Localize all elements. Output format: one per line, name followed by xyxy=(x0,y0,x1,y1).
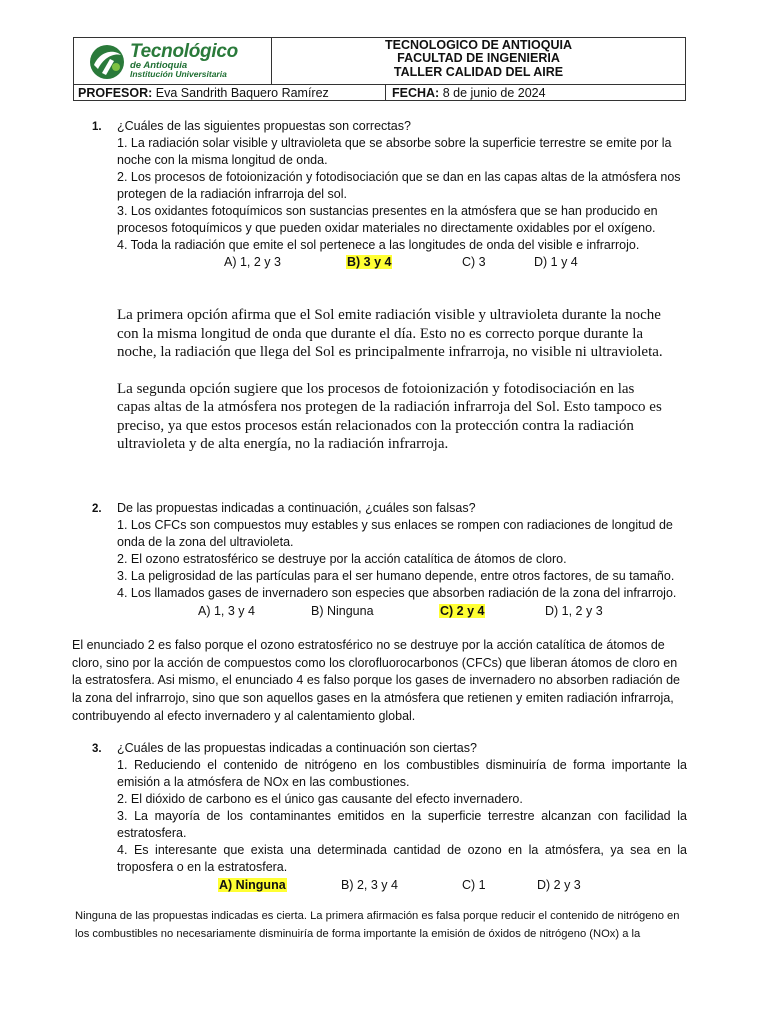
logo-subtitle: de Antioquia xyxy=(130,60,188,71)
answer-2: El enunciado 2 es falso porque el ozono estratosférico no se destruye por la acción catalítica de átomos de cloro, sino por la acción de compuestos como los clorofluorocarbonos (CFCs) que liberan átomos de cloro en la estratosfera. Asi mismo, el enunciado 4 es falso porque los gases de invernadero no absorben radiación de la zona del infrarrojo, sino que son aquellos gases en la atmósfera que retienen y emiten radiación infrarroja, contribuyendo al efecto invernadero y al calentamiento global. xyxy=(72,638,681,723)
question-2-number: 2. xyxy=(92,503,102,515)
answer-3: Ninguna de las propuestas indicadas es cierta. La primera afirmación es falsa porque reducir el contenido de nitrógeno en los combustibles no necesariamente disminuiría de forma importante la emisión de óxidos de nitrógeno (NOx) a la xyxy=(75,910,680,940)
question-2-option-d: D) 1, 2 y 3 xyxy=(545,604,603,618)
header-divider xyxy=(385,85,386,101)
question-3-option-a-wrap xyxy=(218,877,287,894)
answer-1 xyxy=(117,306,667,454)
question-1-option-b: B) 3 y 4 xyxy=(347,255,392,269)
question-2-item-4: 4. Los llamados gases de invernadero son especies que absorben radiación de la zona del infrarrojo. xyxy=(117,586,677,600)
question-2-option-a: A) 1, 3 y 4 xyxy=(198,604,255,618)
question-3 xyxy=(117,740,687,876)
logo-emblem-icon xyxy=(88,43,126,81)
question-1-text: ¿Cuáles de las siguientes propuestas son correctas? xyxy=(117,119,411,133)
question-1-item-2: 2. Los procesos de fotoionización y fotodisociación que se dan en las capas altas de la atmósfera nos protegen de la radiación infrarroja del sol. xyxy=(117,170,681,201)
question-2-item-1: 1. Los CFCs son compuestos muy estables y sus enlaces se rompen con radiaciones de longitud de onda de la zona del ultravioleta. xyxy=(117,518,673,549)
question-1-option-a: A) 1, 2 y 3 xyxy=(224,255,281,269)
question-3-number: 3. xyxy=(92,743,102,755)
logo-title: Tecnológico xyxy=(130,41,238,62)
question-2-item-3: 3. La peligrosidad de las partículas para el ser humano depende, entre otros factores, de su tamaño. xyxy=(117,569,675,583)
question-2-text: De las propuestas indicadas a continuación, ¿cuáles son falsas? xyxy=(117,501,476,515)
answer-1-paragraph-1: La primera opción afirma que el Sol emite radiación visible y ultravioleta durante la noche con la misma longitud de onda que durante el día. Esto no es correcto porque durante la noche, la radiación que llega del Sol es principalmente infrarroja, no visible ni ultravioleta. xyxy=(117,307,663,360)
header-table xyxy=(73,37,686,101)
question-1 xyxy=(117,118,687,254)
professor-field xyxy=(78,86,329,100)
question-3-option-b: B) 2, 3 y 4 xyxy=(341,878,398,892)
date-value: 8 de junio de 2024 xyxy=(442,86,546,100)
question-2-item-2: 2. El ozono estratosférico se destruye por la acción catalítica de átomos de cloro. xyxy=(117,552,567,566)
question-3-option-d: D) 2 y 3 xyxy=(537,878,581,892)
question-2 xyxy=(117,500,687,602)
header-info-row xyxy=(74,84,685,101)
question-1-item-3: 3. Los oxidantes fotoquímicos son sustancias presentes en la atmósfera que se han producido en procesos fotoquímicos y que pueden oxidar materiales no directamente oxidables por el oxígeno. xyxy=(117,204,658,235)
logo-subtitle-2: Institución Universitaria xyxy=(130,69,227,79)
question-3-item-2: 2. El dióxido de carbono es el único gas causante del efecto invernadero. xyxy=(117,792,523,806)
question-1-option-d: D) 1 y 4 xyxy=(534,255,578,269)
question-3-item-4: 4. Es interesante que exista una determinada cantidad de ozono en la atmósfera, ya sea en la troposfera o en la estratosfera. xyxy=(117,843,687,874)
question-2-option-c-wrap xyxy=(439,603,485,620)
question-1-item-4: 4. Toda la radiación que emite el sol pertenece a las longitudes de onda del visible e infrarrojo. xyxy=(117,238,640,252)
date-label: FECHA: xyxy=(392,86,440,100)
faculty-name: FACULTAD DE INGENIERIA xyxy=(397,51,560,66)
workshop-title: TALLER CALIDAD DEL AIRE xyxy=(393,64,564,79)
date-field xyxy=(392,86,546,100)
question-1-option-b-wrap xyxy=(346,254,392,271)
institution-logo xyxy=(88,41,268,81)
institution-name: TECNOLOGICO DE ANTIOQUIA xyxy=(384,38,573,52)
question-1-number: 1. xyxy=(92,121,102,133)
question-1-item-1: 1. La radiación solar visible y ultravioleta que se absorbe sobre la superficie terrestre se emite por la noche con la misma longitud de onda. xyxy=(117,136,672,167)
question-3-option-c: C) 1 xyxy=(462,878,486,892)
question-3-text: ¿Cuáles de las propuestas indicadas a continuación son ciertas? xyxy=(117,741,477,755)
professor-name: Eva Sandrith Baquero Ramírez xyxy=(155,86,329,100)
logo-cell xyxy=(74,38,272,84)
header-title-cell xyxy=(272,38,685,85)
answer-1-paragraph-2: La segunda opción sugiere que los procesos de fotoionización y fotodisociación en las capas altas de la atmósfera nos protegen de la radiación infrarroja del Sol. Esto tampoco es preciso, ya que estos procesos están relacionados con la protección contra la radiación ultravioleta y de alta energía, no la radiación infrarroja. xyxy=(117,380,662,452)
question-3-option-a: A) Ninguna xyxy=(219,878,286,892)
question-3-item-3: 3. La mayoría de los contaminantes emitidos en la superficie terrestre alcanzan con facilidad la estratosfera. xyxy=(117,809,687,840)
question-3-item-1: 1. Reduciendo el contenido de nitrógeno en los combustibles disminuiría de forma importante la emisión a la atmósfera de NOx en las combustiones. xyxy=(117,758,687,789)
question-2-option-c: C) 2 y 4 xyxy=(440,604,485,618)
question-2-option-b: B) Ninguna xyxy=(311,604,374,618)
question-1-option-c: C) 3 xyxy=(462,255,486,269)
professor-label: PROFESOR: xyxy=(78,86,153,100)
